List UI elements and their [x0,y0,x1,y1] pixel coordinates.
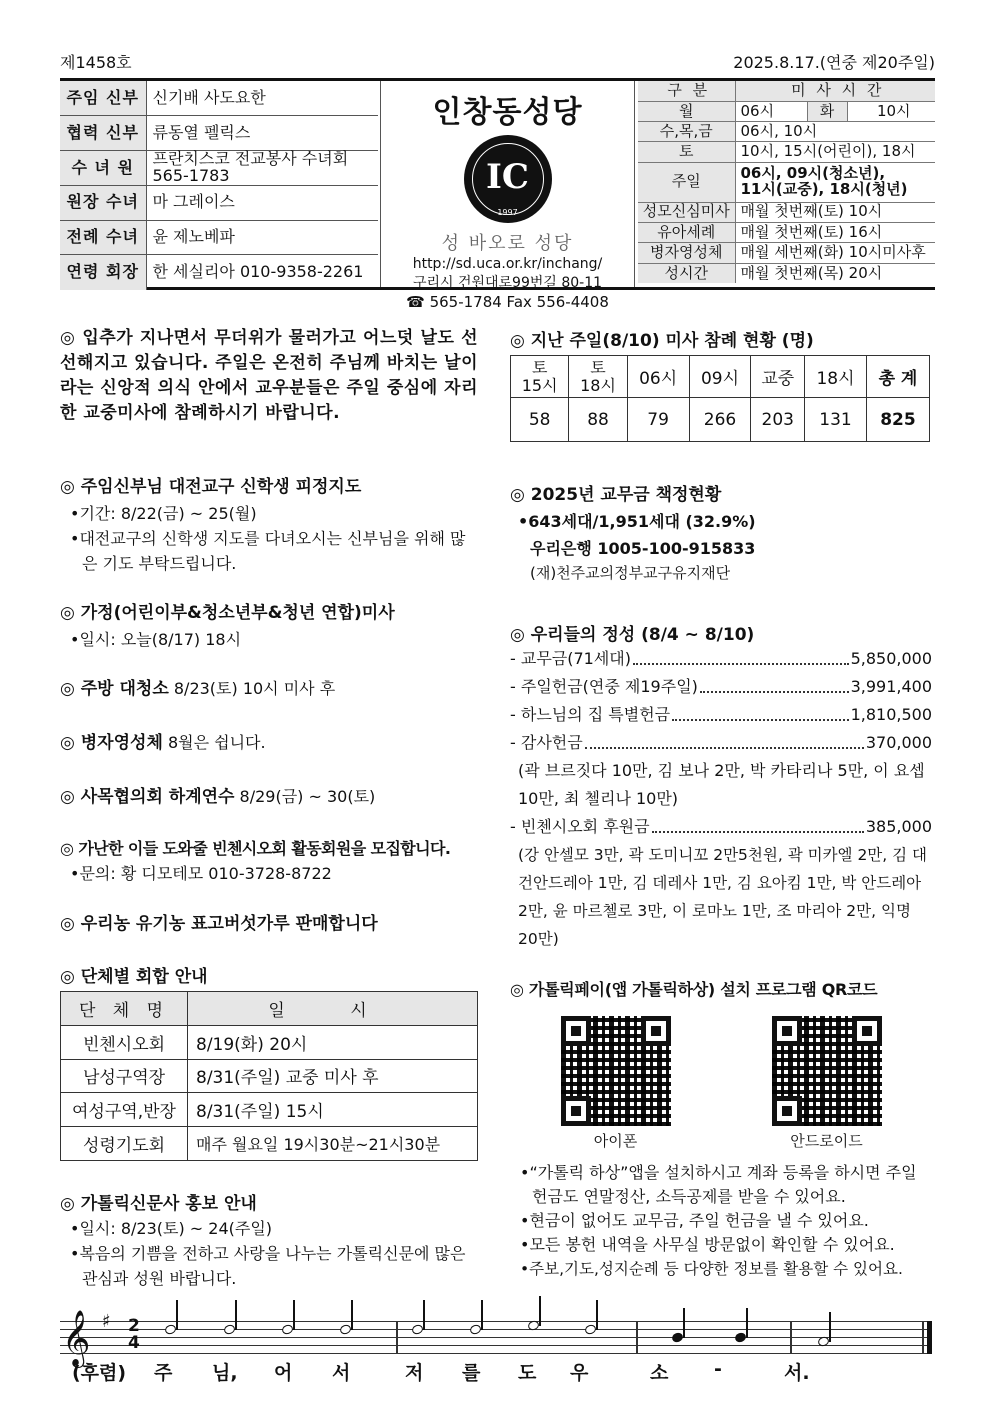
mass-row [638,101,935,121]
staff-row [60,81,378,116]
lyric: 를 [462,1362,481,1384]
note-stem [351,1300,353,1330]
note-stem [423,1300,425,1330]
mass-time: 10시 [847,101,935,121]
staff-row [60,185,378,220]
staff-row [60,116,378,151]
music-refrain [0,1300,992,1390]
table-cell: 88 [569,398,627,442]
mass-day: 토 [638,142,735,162]
levy-ratio: •643세대/1,951세대 (32.9%) [518,512,756,531]
treble-clef-icon: 𝄞 [62,1310,91,1366]
mass-time: 매월 첫번째(목) 20시 [740,263,883,282]
offering-amount: 385,000 [865,817,932,836]
mass-row [638,202,935,222]
staff-role: 수 녀 원 [60,151,146,186]
mass-day: 유아세례 [638,222,735,242]
mass-row [638,162,935,202]
section-title: ◎ 가정(어린이부&청소년부&청년 연합)미사 [60,603,395,623]
inline-section [60,782,480,809]
table-header-row [61,992,478,1026]
qr-code-icon[interactable] [559,1014,673,1128]
section-detail: 8/23(토) 10시 미사 후 [168,679,336,698]
note-stem [235,1300,237,1330]
offering-row [510,729,932,757]
table-cell: 8/31(주일) 교중 미사 후 [188,1059,478,1093]
parish-phone: ☎ 565-1784 Fax 556-4408 [406,293,609,311]
staff-role: 협력 신부 [60,116,146,151]
account-holder: (재)천주교의정부교구유지재단 [530,564,731,582]
qr-label: 아이폰 [593,1132,638,1150]
sunday-line-1: 06시, 09시(청소년), [740,164,886,183]
staff-line [60,1321,932,1322]
section-title: ◎ 우리농 유기농 표고버섯가루 판매합니다 [60,914,378,934]
qr-label: 안드로이드 [790,1132,863,1150]
section-title: ◎ 주임신부님 대전교구 신학생 피정지도 [60,477,362,497]
mass-header-time: 미 사 시 간 [735,81,935,101]
lyric: 우 [570,1362,589,1384]
bullet: •“가톨릭 하상”앱을 설치하시고 계좌 등록을 하시면 주일 헌금도 연말정산, 소득공제를 받을 수 있어요. [520,1163,917,1206]
parish-patron: 성 바오로 성당 [441,233,574,254]
table-header-row [511,356,930,398]
staff-name: 마 그레이스 [146,185,378,220]
bullet: •복음의 기쁨을 전하고 사랑을 나누는 가톨릭신문에 많은 관심과 성원 바랍니다. [70,1243,466,1288]
staff-line [60,1337,932,1338]
table-cell: 266 [689,398,751,442]
mass-day: 성모신심미사 [638,202,735,222]
note-stem [596,1300,598,1330]
bullet: •기간: 8/22(금) ~ 25(월) [70,504,257,523]
staff-role: 원장 수녀 [60,185,146,220]
table-header: 토 15시 [511,356,569,398]
offering-amount: 3,991,400 [850,677,932,696]
note-stem [746,1308,748,1338]
staff-line [60,1329,932,1330]
table-row [511,398,930,442]
lyric: 서. [784,1362,810,1384]
mass-schedule-table [638,81,935,283]
lyric: (후렴) [72,1362,127,1384]
bullet: •대전교구의 신학생 지도를 다녀오시는 신부님을 위해 많은 기도 부탁드립니다. [70,529,466,573]
qr-code-icon[interactable] [770,1014,884,1128]
bullet: •일시: 오늘(8/17) 18시 [70,630,242,649]
note-stem [481,1300,483,1330]
inline-section [60,674,480,701]
mass-row [638,243,935,263]
issue-number: 제1458호 [60,53,132,72]
logo-year: 1997 [497,208,518,217]
offering-label: - 빈첸시오회 후원금 [510,817,650,836]
sunday-line-2: 11시(교중), 18시(청년) [740,180,908,199]
lyrics [72,1358,862,1385]
header [60,78,935,311]
inline-section [60,728,480,755]
time-sig-top: 2 [128,1316,140,1336]
table-cell: 여성구역,반장 [61,1093,188,1127]
right-column [510,326,932,1281]
offering-label: - 감사헌금 [510,733,583,752]
table-cell: 빈첸시오회 [61,1025,188,1059]
bullet: •문의: 황 디모테모 010-3728-8722 [70,864,332,883]
offering-label: - 하느님의 집 특별헌금 [510,705,671,724]
convent-name: 프란치스코 전교봉사 수녀회 [152,149,349,169]
lyric: 님, [212,1362,238,1384]
lyric: 어 [274,1362,293,1384]
table-cell: 8/19(화) 20시 [188,1025,478,1059]
staff-row [60,151,378,186]
offering-label: - 교무금(71세대) [510,649,631,668]
table-cell: 58 [511,398,569,442]
lyric: 도 [518,1362,537,1384]
issue-date: 2025.8.17.(연중 제20주일) [733,53,935,72]
table-row [61,1059,478,1093]
offering-row [510,673,932,701]
staff-name: 한 세실리아 010-9358-2261 [152,262,364,282]
attendance-table [510,355,930,442]
staff-role: 전례 수녀 [60,220,146,255]
time-sig-bottom: 4 [128,1333,140,1353]
table-cell: 825 [866,398,929,442]
final-barline [922,1321,924,1354]
mass-row [638,142,935,162]
lyric: 소 [650,1362,669,1384]
table-row [61,1127,478,1161]
staff-role: 주임 신부 [60,81,146,116]
mass-row [638,222,935,242]
bullet: •모든 봉헌 내역을 사무실 방문없이 확인할 수 있어요. [520,1235,895,1254]
note-stem [539,1296,541,1326]
note-stem [683,1308,685,1338]
offering-row [510,813,932,841]
mass-day: 월 [638,101,735,121]
section-title: ◎ 가난한 이들 도와줄 빈첸시오회 활동회원을 모집합니다. [60,839,451,858]
table-cell: 131 [805,398,867,442]
table-cell: 성령기도회 [61,1127,188,1161]
top-line [60,50,935,73]
table-cell: 203 [751,398,805,442]
section-title: ◎ 병자영성체 [60,733,163,753]
lyric: 주 [154,1362,173,1384]
mass-time: 10시, 15시(어린이), 18시 [735,142,935,162]
section-detail: 8/29(금) ~ 30(토) [234,787,376,806]
staff-name: 류동열 펠릭스 [146,116,378,151]
table-cell: 매주 월요일 19시30분~21시30분 [188,1127,478,1161]
offering-donors: (강 안셀모 3만, 곽 도미니꼬 2만5천원, 곽 미카엘 2만, 김 대건안드레아 1만, 김 데레사 1만, 김 요아킴 1만, 박 안드레아 2만, 윤 마르첼로 3만, 이 로마노 1만, 조 마리아 2만, 익명 20만) [518,846,928,948]
qr-area [510,1014,932,1151]
lyric: - [714,1358,722,1380]
parish-name: 인창동성당 [432,95,583,130]
staff-row [60,220,378,255]
table-header: 일 시 [188,992,478,1026]
qr-android [770,1014,884,1151]
lyric: 저 [405,1362,424,1384]
bullet: •주보,기도,성지순례 등 다양한 정보를 활용할 수 있어요. [520,1260,903,1278]
mass-time [735,162,935,202]
mass-time: 매월 첫번째(토) 10시 [735,202,935,222]
section-title: ◎ 단체별 회합 안내 [60,967,208,987]
section-title: ◎ 지난 주일(8/10) 미사 참례 현황 (명) [510,331,814,351]
mass-header-category: 구 분 [638,81,735,101]
section-title: ◎ 주방 대청소 [60,679,169,699]
staff-line [60,1353,932,1354]
note-stem [829,1312,831,1342]
final-barline-thick [927,1321,932,1354]
section-title: ◎ 사목협의회 하계연수 [60,787,235,807]
parish-address: 구리시 건원대로99번길 80-11 [412,275,603,291]
qr-iphone [559,1014,673,1151]
mass-day: 수,목,금 [638,122,735,142]
app-notes [510,1161,932,1281]
staff-name [146,151,378,186]
section-title: ◎ 우리들의 정성 (8/4 ~ 8/10) [510,625,755,645]
mass-header-row [638,81,935,101]
mass-row [638,122,935,142]
mass-time: 06시 [735,101,807,121]
offering-amount: 1,810,500 [850,705,932,724]
mass-time: 06시, 10시 [735,122,935,142]
table-header: 총 계 [866,356,929,398]
section-title: ◎ 2025년 교무금 책정현황 [510,485,722,505]
convent-phone: 565-1783 [152,165,230,185]
offering-row [510,701,932,729]
intro-paragraph: ◎ 입추가 지나면서 무더위가 물러가고 어느덧 날도 선선해지고 있습니다. 주일은 온전히 주님께 바치는 날이라는 신앙적 의식 안에서 교우분들은 주일 중심에 자리한 교중미사에 참례하시기 바랍니다. [60,328,478,423]
mass-day: 화 [807,101,847,121]
staff-role: 연령 회장 [60,255,146,290]
bullet: •일시: 8/23(토) ~ 24(주일) [70,1218,273,1238]
section-title: ◎ 가톨릭신문사 홍보 안내 [60,1193,257,1214]
barline [636,1321,638,1354]
offering-amount: 5,850,000 [850,649,932,668]
note-stem [176,1300,178,1330]
note-stem [293,1300,295,1330]
parish-logo [464,135,552,223]
section-title: ◎ 가톨릭페이(앱 가톨릭하상) 설치 프로그램 QR코드 [510,980,878,999]
mass-day: 주일 [638,162,735,202]
left-column [60,472,480,1291]
staff-line [60,1345,932,1346]
logo-monogram: IC [486,157,529,197]
table-header: 교중 [751,356,805,398]
mass-day: 병자영성체 [638,243,735,263]
group-meeting-table [60,991,478,1161]
offering-amount: 370,000 [865,733,932,752]
lyric: 서 [332,1362,351,1384]
time-signature [128,1318,140,1352]
bank-account: 우리은행 1005-100-915833 [530,539,756,558]
barline [396,1321,398,1354]
section-detail: 8월은 쉽니다. [162,733,266,752]
sharp-icon: ♯ [102,1311,111,1332]
parish-url[interactable]: http://sd.uca.or.kr/inchang/ [412,256,603,272]
offering-donors: (곽 브르짓다 10만, 김 보나 2만, 박 카타리나 5만, 이 요셉 10만, 최 첼리나 10만) [518,761,925,808]
mass-time: 매월 세번째(화) 10시미사후 [735,243,935,263]
table-header: 토 18시 [569,356,627,398]
bullet: •현금이 없어도 교무금, 주일 헌금을 낼 수 있어요. [520,1211,869,1230]
offering-label: - 주일헌금(연중 제19주일) [510,677,698,696]
mass-time: 매월 첫번째(토) 16시 [735,222,935,242]
mass-row [638,263,935,283]
mass-day: 성시간 [638,263,735,283]
table-header: 18시 [805,356,867,398]
table-row [61,1093,478,1127]
staff-name: 윤 제노베파 [146,220,378,255]
table-header: 09시 [689,356,751,398]
staff-table [60,81,378,290]
table-row [61,1025,478,1059]
table-cell: 79 [627,398,689,442]
barline [790,1321,792,1354]
staff-row [60,255,378,290]
table-cell: 8/31(주일) 15시 [188,1093,478,1127]
staff-name: 신기배 사도요한 [146,81,378,116]
table-cell: 남성구역장 [61,1059,188,1093]
offering-row [510,645,932,673]
table-header: 단 체 명 [61,992,188,1026]
table-header: 06시 [627,356,689,398]
parish-block [380,81,635,311]
